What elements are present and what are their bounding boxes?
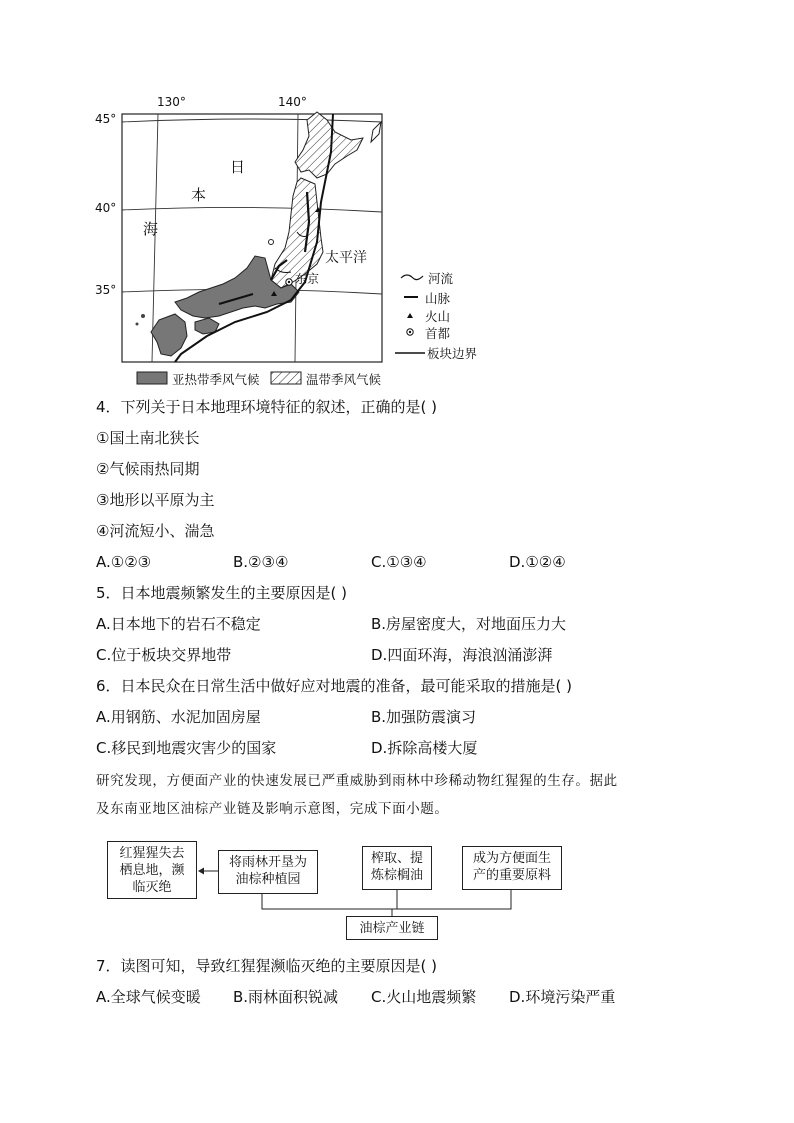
q7-option-c: C.火山地震频繁 [371,988,477,1006]
legend-mountain-label: 山脉 [425,291,451,306]
q4-item-3: ③地形以平原为主 [96,491,215,509]
flow-box-orangutan: 红猩猩失去 栖息地，濒 临灭绝 [107,841,197,899]
legend-temperate-label: 温带季风气候 [306,372,382,387]
sea-label-ben: 本 [191,186,207,204]
q4-item-1: ①国土南北狭长 [96,429,200,447]
palm-oil-flow-diagram [106,838,576,942]
legend-temperate-swatch [271,372,301,384]
legend-capital-label: 首都 [425,326,451,341]
q5-stem: 5．日本地震频繁发生的主要原因是( ) [96,584,348,602]
q4-option-a: A.①②③ [96,553,152,571]
q7-option-d: D.环境污染严重 [509,988,616,1006]
q7-stem: 7．读图可知，导致红猩猩濒临灭绝的主要原因是( ) [96,957,438,975]
sea-label-hai: 海 [143,220,159,238]
q6-option-b: B.加强防震演习 [371,708,477,726]
q6-option-d: D.拆除高楼大厦 [371,739,478,757]
flow-box-extract: 榨取、提 炼棕榈油 [362,846,432,890]
lon-label-140: 140° [278,95,307,109]
q7-option-a: A.全球气候变暖 [96,988,201,1006]
q6-stem: 6．日本民众在日常生活中做好应对地震的准备，最可能采取的措施是( ) [96,677,573,695]
flow-box-noodle: 成为方便面生 产的重要原料 [462,846,562,890]
q5-option-a: A.日本地下的岩石不稳定 [96,615,261,633]
q6-option-c: C.移民到地震灾害少的国家 [96,739,277,757]
ocean-label: 太平洋 [325,250,367,266]
legend-volcano-label: 火山 [425,309,451,324]
legend-river-label: 河流 [428,271,454,286]
passage-line-1: 研究发现，方便面产业的快速发展已严重威胁到雨林中珍稀动物红猩猩的生存。据此 [96,773,618,789]
legend-subtropical-label: 亚热带季风气候 [172,372,260,387]
flow-box-chain: 油棕产业链 [346,916,438,940]
q7-option-b: B.雨林面积锐减 [233,988,339,1006]
q4-item-4: ④河流短小、湍急 [96,522,215,540]
q6-option-a: A.用钢筋、水泥加固房屋 [96,708,261,726]
legend-plate-label: 板块边界 [427,346,478,361]
legend-volcano-symbol [407,313,413,318]
legend-subtropical-swatch [137,372,167,384]
q4-stem: 4．下列关于日本地理环境特征的叙述，正确的是( ) [96,398,438,416]
q5-option-c: C.位于板块交界地带 [96,646,232,664]
flow-box-plantation: 将雨林开垦为 油棕种植园 [218,850,318,894]
q4-option-d: D.①②④ [509,553,566,571]
capital-label: 东京 [295,272,320,286]
q4-item-2: ②气候雨热同期 [96,460,200,478]
q4-option-b: B.②③④ [233,553,289,571]
lat-label-45: 45° [95,112,117,126]
japan-map-figure [95,92,495,392]
lat-label-35: 35° [95,283,117,297]
q4-option-c: C.①③④ [371,553,427,571]
sea-label-ri: 日 [230,158,246,176]
legend-river-symbol [401,275,423,280]
passage-line-2: 及东南亚地区油棕产业链及影响示意图，完成下面小题。 [96,801,449,817]
q5-option-b: B.房屋密度大，对地面压力大 [371,615,567,633]
q5-option-d: D.四面环海，海浪汹涌澎湃 [371,646,553,664]
lat-label-40: 40° [95,201,117,215]
lon-label-130: 130° [157,95,186,109]
